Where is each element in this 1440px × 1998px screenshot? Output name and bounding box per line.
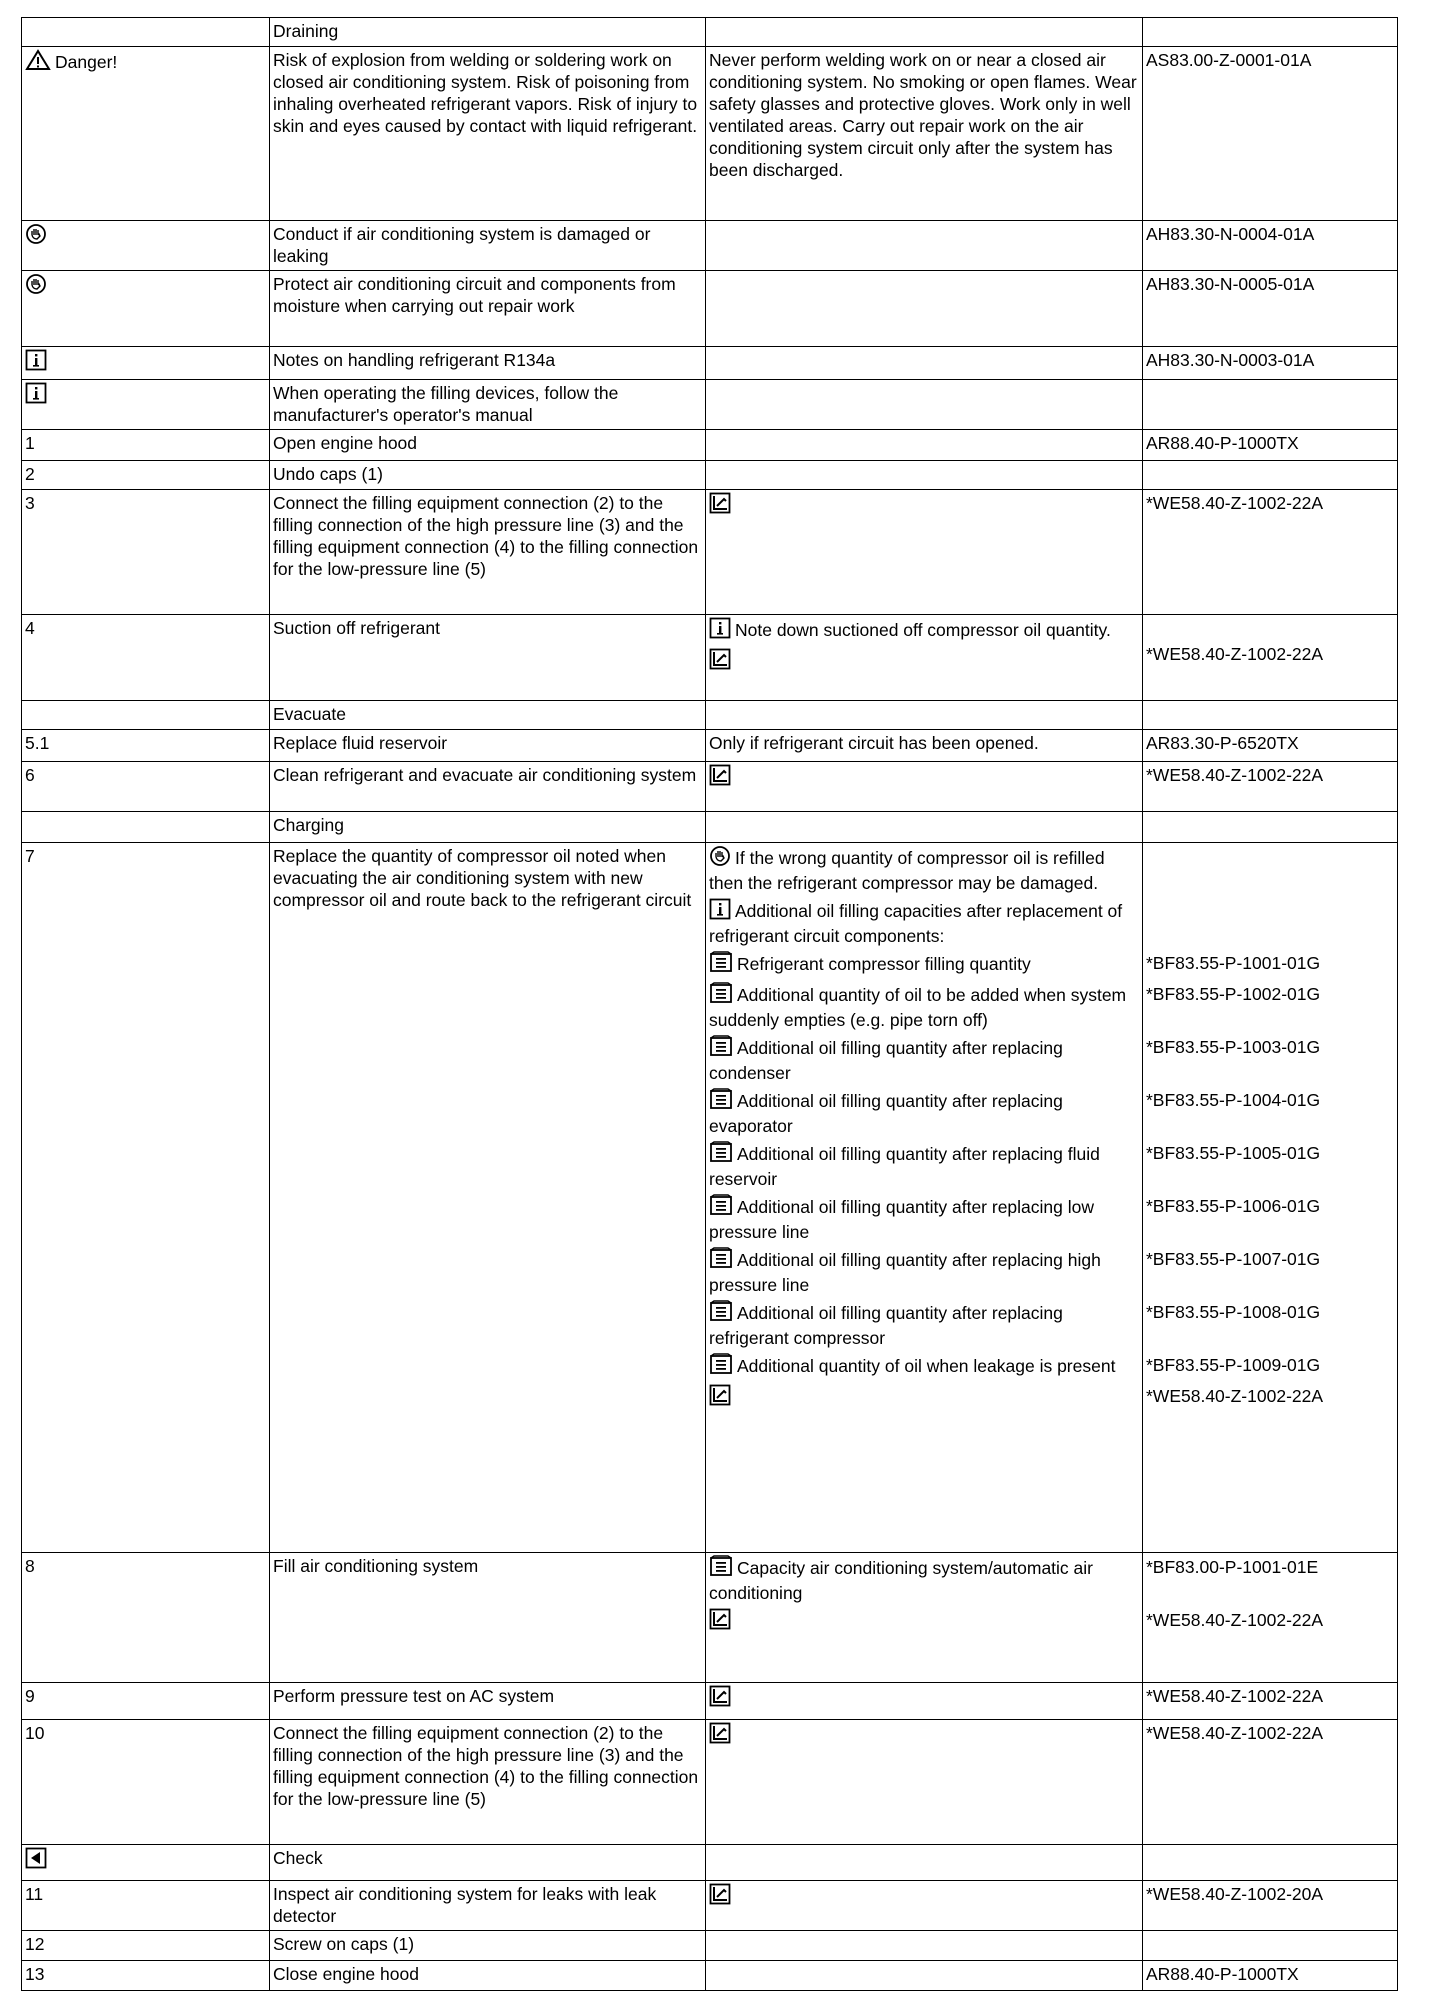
note-cell [706, 1931, 1143, 1961]
table-row [22, 221, 1398, 271]
step-number: 12 [25, 1934, 45, 1954]
tool-icon [709, 1608, 731, 1635]
caution-hand-icon [709, 845, 731, 872]
note-text: Additional oil filling quantity after replacing high pressure line [709, 1250, 1101, 1295]
reference-code[interactable]: *BF83.55-P-1009-01G [1146, 1354, 1321, 1375]
step-description: Suction off refrigerant [273, 618, 440, 638]
note-text: Additional oil filling quantity after replacing condenser [709, 1038, 1063, 1083]
note-text: Capacity air conditioning system/automatic air conditioning [709, 1558, 1093, 1603]
table-row [22, 18, 1398, 47]
note-cell [706, 47, 1143, 221]
step-cell [22, 461, 270, 490]
note-cell [706, 1881, 1143, 1931]
table-row [22, 1931, 1398, 1961]
table-row [22, 1720, 1398, 1845]
table-row [22, 1881, 1398, 1931]
note-cell [706, 461, 1143, 490]
description-cell [270, 380, 706, 430]
step-cell [22, 730, 270, 762]
step-cell [22, 1881, 270, 1931]
reference-code[interactable]: *WE58.40-Z-1002-22A [1146, 765, 1324, 785]
step-description: Inspect air conditioning system for leaks with leak detector [273, 1884, 657, 1926]
reference-code[interactable]: *WE58.40-Z-1002-22A [1146, 493, 1324, 513]
reference-cell [1143, 1961, 1398, 1991]
warning-triangle-icon [25, 49, 51, 76]
step-cell [22, 615, 270, 701]
note-text: Note down suctioned off compressor oil quantity. [735, 620, 1111, 640]
note-item [709, 1035, 1139, 1084]
tool-icon [709, 648, 731, 675]
reference-cell [1143, 461, 1398, 490]
step-number: 2 [25, 464, 35, 484]
spec-table-icon [709, 951, 733, 978]
step-description: Clean refrigerant and evacuate air conditioning system [273, 765, 697, 785]
step-description: When operating the filling devices, follow the manufacturer's operator's manual [273, 383, 619, 425]
reference-cell [1143, 1881, 1398, 1931]
note-cell [706, 347, 1143, 380]
reference-cell [1143, 615, 1398, 701]
table-row [22, 490, 1398, 615]
note-item [709, 49, 1139, 181]
note-item [709, 764, 1139, 791]
step-description: Draining [273, 21, 339, 41]
table-row [22, 730, 1398, 762]
procedure-table [21, 17, 1398, 1991]
note-text: Only if refrigerant circuit has been opened. [709, 733, 1039, 753]
step-description: Open engine hood [273, 433, 418, 453]
table-row [22, 615, 1398, 701]
tool-icon [709, 1883, 731, 1910]
note-item [709, 1555, 1139, 1604]
note-item [709, 1141, 1139, 1190]
step-cell [22, 430, 270, 461]
note-cell [706, 221, 1143, 271]
note-item [709, 617, 1139, 644]
reference-code[interactable]: *WE58.40-Z-1002-22A [1146, 1723, 1324, 1743]
reference-code[interactable]: AH83.30-N-0003-01A [1146, 350, 1315, 370]
reference-code[interactable]: AR83.30-P-6520TX [1146, 733, 1299, 753]
table-row [22, 1553, 1398, 1683]
note-cell [706, 271, 1143, 347]
step-cell [22, 762, 270, 812]
description-cell [270, 1881, 706, 1931]
reference-code[interactable]: *WE58.40-Z-1002-22A [1146, 1686, 1324, 1706]
reference-code[interactable]: *BF83.55-P-1007-01G [1146, 1248, 1321, 1269]
step-number: Danger! [55, 52, 118, 72]
reference-code[interactable]: AH83.30-N-0004-01A [1146, 224, 1315, 244]
info-icon [25, 349, 47, 376]
spec-table-icon [709, 1035, 733, 1062]
table-row [22, 347, 1398, 380]
reference-code[interactable]: *WE58.40-Z-1002-22A [1146, 644, 1324, 664]
note-text: If the wrong quantity of compressor oil is refilled then the refrigerant compressor may be damaged. [709, 848, 1105, 893]
step-description: Replace fluid reservoir [273, 733, 448, 753]
caution-hand-icon [25, 223, 47, 250]
info-icon [709, 898, 731, 925]
reference-cell [1143, 812, 1398, 843]
spec-table-icon [709, 1141, 733, 1168]
step-description: Evacuate [273, 704, 346, 724]
spec-table-icon [709, 1247, 733, 1274]
spec-table-icon [709, 1194, 733, 1221]
note-cell [706, 701, 1143, 730]
step-cell [22, 380, 270, 430]
reference-code[interactable]: AS83.00-Z-0001-01A [1146, 50, 1312, 70]
description-cell [270, 701, 706, 730]
tool-icon [709, 764, 731, 791]
step-description: Connect the filling equipment connection (2) to the filling connection of the high pressure line (3) and the filling equipment connection (4) to the filling connection for the low-pressure line (5) [273, 493, 699, 579]
spec-table-icon [709, 982, 733, 1009]
step-cell [22, 18, 270, 47]
step-number: 7 [25, 846, 35, 866]
step-cell [22, 843, 270, 1553]
step-number: 11 [25, 1884, 44, 1904]
reference-code[interactable]: AR88.40-P-1000TX [1146, 433, 1299, 453]
note-cell [706, 380, 1143, 430]
table-row [22, 380, 1398, 430]
reference-code[interactable]: *BF83.55-P-1004-01G [1146, 1089, 1321, 1110]
description-cell [270, 221, 706, 271]
note-item [709, 845, 1139, 894]
note-cell [706, 430, 1143, 461]
reference-cell [1143, 347, 1398, 380]
reference-cell [1143, 730, 1398, 762]
step-number: 1 [25, 433, 35, 453]
reference-code[interactable]: *WE58.40-Z-1002-22A [1146, 1385, 1324, 1406]
step-description: Risk of explosion from welding or soldering work on closed air conditioning system. Risk of poisoning from inhaling overheated refrigerant vapors. Risk of injury to skin and eyes caused by contact with liquid refrigerant. [273, 50, 698, 136]
step-cell [22, 221, 270, 271]
note-cell [706, 812, 1143, 843]
step-number: 4 [25, 618, 35, 638]
reference-cell [1143, 1720, 1398, 1845]
step-cell [22, 812, 270, 843]
description-cell [270, 1683, 706, 1720]
step-description: Close engine hood [273, 1964, 419, 1984]
spec-table-icon [709, 1353, 733, 1380]
step-cell [22, 1683, 270, 1720]
note-text: Additional oil filling quantity after replacing refrigerant compressor [709, 1303, 1063, 1348]
note-text: Additional oil filling quantity after replacing low pressure line [709, 1197, 1095, 1242]
description-cell [270, 1931, 706, 1961]
note-item [709, 1194, 1139, 1243]
step-description: Perform pressure test on AC system [273, 1686, 555, 1706]
note-cell [706, 18, 1143, 47]
table-row [22, 762, 1398, 812]
note-cell [706, 762, 1143, 812]
table-row [22, 812, 1398, 843]
note-text: Additional oil filling quantity after replacing evaporator [709, 1091, 1063, 1136]
step-number: 6 [25, 765, 35, 785]
note-item [709, 1384, 1139, 1411]
step-cell [22, 1553, 270, 1683]
caution-hand-icon [25, 273, 47, 300]
description-cell [270, 1961, 706, 1991]
description-cell [270, 430, 706, 461]
reference-code[interactable]: *BF83.55-P-1008-01G [1146, 1301, 1321, 1322]
step-description: Replace the quantity of compressor oil noted when evacuating the air conditioning system with new compressor oil and route back to the refrigerant circuit [273, 846, 692, 910]
reference-cell [1143, 271, 1398, 347]
note-cell [706, 843, 1143, 1553]
reference-cell [1143, 1683, 1398, 1720]
note-item [709, 1883, 1139, 1910]
step-description: Screw on caps (1) [273, 1934, 415, 1954]
description-cell [270, 1845, 706, 1881]
tool-icon [709, 1384, 731, 1411]
note-item [709, 492, 1139, 519]
step-number: 13 [25, 1964, 45, 1984]
reference-code[interactable]: *BF83.55-P-1006-01G [1146, 1195, 1321, 1216]
reference-code[interactable]: *BF83.00-P-1001-01E [1146, 1556, 1319, 1577]
reference-code[interactable]: AH83.30-N-0005-01A [1146, 274, 1315, 294]
note-text: Never perform welding work on or near a closed air conditioning system. No smoking or open flames. Wear safety glasses and protective gloves. Work only in well ventilated areas. Carry out repair work on the air conditioning system circuit only after the system has been discharged. [709, 50, 1137, 180]
note-item [709, 648, 1139, 675]
reference-code[interactable]: *BF83.55-P-1002-01G [1146, 983, 1321, 1004]
step-number: 9 [25, 1686, 35, 1706]
tool-icon [709, 492, 731, 519]
reference-cell [1143, 430, 1398, 461]
table-row [22, 1961, 1398, 1991]
note-item [709, 1247, 1139, 1296]
step-cell [22, 47, 270, 221]
procedure-page [21, 17, 1397, 1991]
note-item [709, 898, 1139, 947]
description-cell [270, 843, 706, 1553]
description-cell [270, 762, 706, 812]
table-row [22, 843, 1398, 1553]
check-icon [25, 1847, 47, 1874]
table-row [22, 430, 1398, 461]
note-cell [706, 490, 1143, 615]
step-number: 3 [25, 493, 35, 513]
note-text: Refrigerant compressor filling quantity [737, 954, 1031, 974]
note-cell [706, 1683, 1143, 1720]
reference-cell [1143, 1553, 1398, 1683]
reference-cell [1143, 18, 1398, 47]
info-icon [709, 617, 731, 644]
step-cell [22, 1720, 270, 1845]
reference-cell [1143, 1845, 1398, 1881]
description-cell [270, 47, 706, 221]
note-text: Additional quantity of oil when leakage is present [737, 1356, 1116, 1376]
reference-code[interactable]: AR88.40-P-1000TX [1146, 1964, 1299, 1984]
step-cell [22, 1845, 270, 1881]
table-row [22, 47, 1398, 221]
step-cell [22, 347, 270, 380]
table-row [22, 1845, 1398, 1881]
spec-table-icon [709, 1088, 733, 1115]
step-description: Fill air conditioning system [273, 1556, 479, 1576]
reference-cell [1143, 843, 1398, 1553]
note-item [709, 1685, 1139, 1712]
step-cell [22, 701, 270, 730]
note-text: Additional oil filling capacities after replacement of refrigerant circuit components: [709, 901, 1123, 946]
step-description: Protect air conditioning circuit and components from moisture when carrying out repair work [273, 274, 676, 316]
step-number: 5.1 [25, 733, 50, 753]
description-cell [270, 271, 706, 347]
reference-cell [1143, 1931, 1398, 1961]
description-cell [270, 730, 706, 762]
tool-icon [709, 1722, 731, 1749]
reference-code[interactable]: *WE58.40-Z-1002-22A [1146, 1609, 1324, 1630]
table-row [22, 271, 1398, 347]
description-cell [270, 461, 706, 490]
step-cell [22, 271, 270, 347]
table-row [22, 461, 1398, 490]
description-cell [270, 615, 706, 701]
note-item [709, 1722, 1139, 1749]
step-cell [22, 1931, 270, 1961]
description-cell [270, 347, 706, 380]
step-cell [22, 490, 270, 615]
step-cell [22, 1961, 270, 1991]
step-description: Connect the filling equipment connection (2) to the filling connection of the high pressure line (3) and the filling equipment connection (4) to the filling connection for the low-pressure line (5) [273, 1723, 699, 1809]
reference-code[interactable]: *BF83.55-P-1003-01G [1146, 1036, 1321, 1057]
description-cell [270, 490, 706, 615]
step-number: 8 [25, 1556, 35, 1576]
reference-cell [1143, 762, 1398, 812]
table-row [22, 1683, 1398, 1720]
step-number: 10 [25, 1723, 45, 1743]
reference-cell [1143, 47, 1398, 221]
reference-cell [1143, 380, 1398, 430]
reference-cell [1143, 221, 1398, 271]
note-cell [706, 615, 1143, 701]
note-item [709, 1088, 1139, 1137]
description-cell [270, 18, 706, 47]
description-cell [270, 1553, 706, 1683]
description-cell [270, 1720, 706, 1845]
info-icon [25, 382, 47, 409]
tool-icon [709, 1685, 731, 1712]
reference-cell [1143, 701, 1398, 730]
note-cell [706, 730, 1143, 762]
note-cell [706, 1845, 1143, 1881]
note-item [709, 1353, 1139, 1380]
procedure-table-body [22, 18, 1398, 1991]
note-item [709, 951, 1139, 978]
note-item [709, 1608, 1139, 1635]
step-description: Notes on handling refrigerant R134a [273, 350, 556, 370]
step-description: Charging [273, 815, 345, 835]
note-text: Additional quantity of oil to be added when system suddenly empties (e.g. pipe torn off) [709, 985, 1127, 1030]
table-row [22, 701, 1398, 730]
step-description: Check [273, 1848, 323, 1868]
reference-code[interactable]: *BF83.55-P-1001-01G [1146, 952, 1321, 973]
step-description: Conduct if air conditioning system is damaged or leaking [273, 224, 651, 266]
spec-table-icon [709, 1300, 733, 1327]
note-item [709, 1300, 1139, 1349]
step-description: Undo caps (1) [273, 464, 383, 484]
note-cell [706, 1720, 1143, 1845]
reference-cell [1143, 490, 1398, 615]
note-cell [706, 1553, 1143, 1683]
note-item [709, 732, 1139, 754]
description-cell [270, 812, 706, 843]
note-cell [706, 1961, 1143, 1991]
reference-code[interactable]: *BF83.55-P-1005-01G [1146, 1142, 1321, 1163]
reference-code[interactable]: *WE58.40-Z-1002-20A [1146, 1884, 1324, 1904]
spec-table-icon [709, 1555, 733, 1582]
note-item [709, 982, 1139, 1031]
note-text: Additional oil filling quantity after replacing fluid reservoir [709, 1144, 1100, 1189]
